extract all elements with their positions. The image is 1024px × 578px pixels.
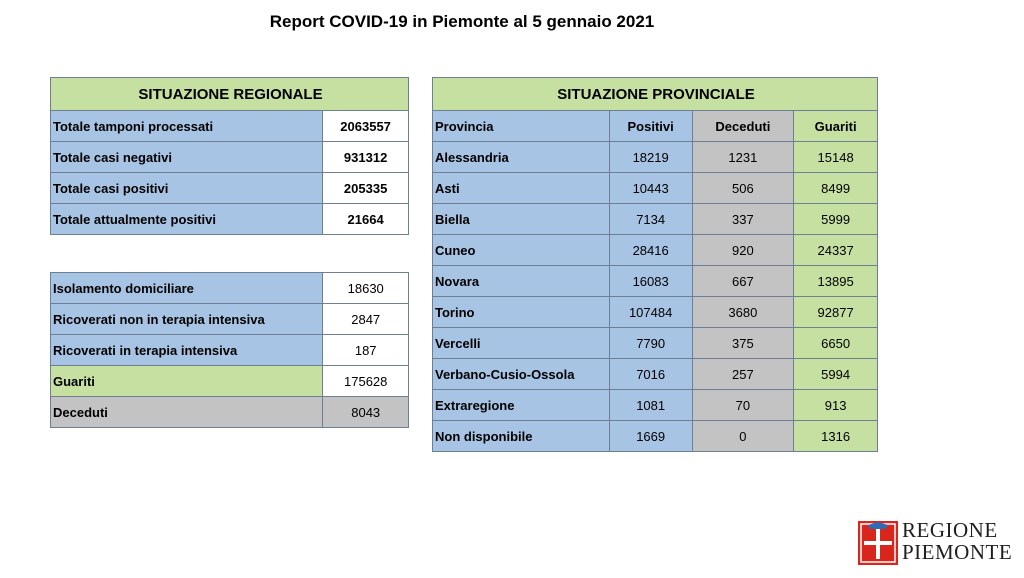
positivi-cell: 28416 <box>609 235 692 266</box>
page-title: Report COVID-19 in Piemonte al 5 gennaio 2021 <box>269 12 655 31</box>
provincia-cell: Non disponibile <box>433 421 610 452</box>
row-label: Guariti <box>51 366 323 397</box>
row-value: 2063557 <box>323 111 409 142</box>
provincia-cell: Alessandria <box>433 142 610 173</box>
row-value: 187 <box>323 335 409 366</box>
guariti-cell: 6650 <box>794 328 878 359</box>
table-row <box>433 142 878 173</box>
positivi-cell: 7134 <box>609 204 692 235</box>
guariti-cell: 13895 <box>794 266 878 297</box>
column-header: Deceduti <box>692 111 794 142</box>
table-row <box>433 390 878 421</box>
positivi-cell: 7790 <box>609 328 692 359</box>
row-value: 205335 <box>323 173 409 204</box>
provincia-cell: Extraregione <box>433 390 610 421</box>
deceduti-cell: 337 <box>692 204 794 235</box>
provincia-cell: Torino <box>433 297 610 328</box>
provincia-cell: Asti <box>433 173 610 204</box>
positivi-cell: 18219 <box>609 142 692 173</box>
column-header: Provincia <box>433 111 610 142</box>
deceduti-cell: 506 <box>692 173 794 204</box>
provincial-header: SITUAZIONE PROVINCIALE <box>433 78 878 111</box>
provincia-cell: Verbano-Cusio-Ossola <box>433 359 610 390</box>
table-row <box>433 204 878 235</box>
positivi-cell: 16083 <box>609 266 692 297</box>
table-row <box>433 359 878 390</box>
provincia-cell: Novara <box>433 266 610 297</box>
guariti-cell: 1316 <box>794 421 878 452</box>
row-label: Deceduti <box>51 397 323 428</box>
row-label: Ricoverati in terapia intensiva <box>51 335 323 366</box>
row-value: 931312 <box>323 142 409 173</box>
table-row <box>433 328 878 359</box>
guariti-cell: 913 <box>794 390 878 421</box>
table-row <box>433 173 878 204</box>
guariti-cell: 5999 <box>794 204 878 235</box>
positivi-cell: 1081 <box>609 390 692 421</box>
table-row <box>433 235 878 266</box>
table-row <box>433 421 878 452</box>
positivi-cell: 1669 <box>609 421 692 452</box>
column-headers <box>433 111 878 142</box>
regione-emblem-icon <box>858 521 898 565</box>
logo-line1: REGIONE <box>902 518 998 542</box>
deceduti-cell: 0 <box>692 421 794 452</box>
row-label: Totale tamponi processati <box>51 111 323 142</box>
deceduti-cell: 920 <box>692 235 794 266</box>
regional-detail-table <box>50 272 409 428</box>
provincia-cell: Vercelli <box>433 328 610 359</box>
guariti-cell: 8499 <box>794 173 878 204</box>
regional-summary-table <box>50 77 409 235</box>
row-value: 8043 <box>323 397 409 428</box>
guariti-cell: 92877 <box>794 297 878 328</box>
positivi-cell: 107484 <box>609 297 692 328</box>
row-value: 175628 <box>323 366 409 397</box>
positivi-cell: 10443 <box>609 173 692 204</box>
row-label: Ricoverati non in terapia intensiva <box>51 304 323 335</box>
deceduti-cell: 70 <box>692 390 794 421</box>
provincia-cell: Cuneo <box>433 235 610 266</box>
column-header: Positivi <box>609 111 692 142</box>
guariti-cell: 15148 <box>794 142 878 173</box>
provincia-cell: Biella <box>433 204 610 235</box>
row-label: Totale attualmente positivi <box>51 204 323 235</box>
regional-header: SITUAZIONE REGIONALE <box>51 78 409 111</box>
deceduti-cell: 1231 <box>692 142 794 173</box>
row-label: Totale casi negativi <box>51 142 323 173</box>
provincial-table <box>432 77 878 452</box>
guariti-cell: 5994 <box>794 359 878 390</box>
table-row <box>433 266 878 297</box>
row-value: 2847 <box>323 304 409 335</box>
regione-piemonte-logo <box>858 517 1018 567</box>
deceduti-cell: 667 <box>692 266 794 297</box>
row-value: 18630 <box>323 273 409 304</box>
deceduti-cell: 3680 <box>692 297 794 328</box>
logo-line2: PIEMONTE <box>902 540 1013 564</box>
row-label: Isolamento domiciliare <box>51 273 323 304</box>
row-label: Totale casi positivi <box>51 173 323 204</box>
table-row <box>433 297 878 328</box>
row-value: 21664 <box>323 204 409 235</box>
guariti-cell: 24337 <box>794 235 878 266</box>
positivi-cell: 7016 <box>609 359 692 390</box>
deceduti-cell: 375 <box>692 328 794 359</box>
column-header: Guariti <box>794 111 878 142</box>
deceduti-cell: 257 <box>692 359 794 390</box>
